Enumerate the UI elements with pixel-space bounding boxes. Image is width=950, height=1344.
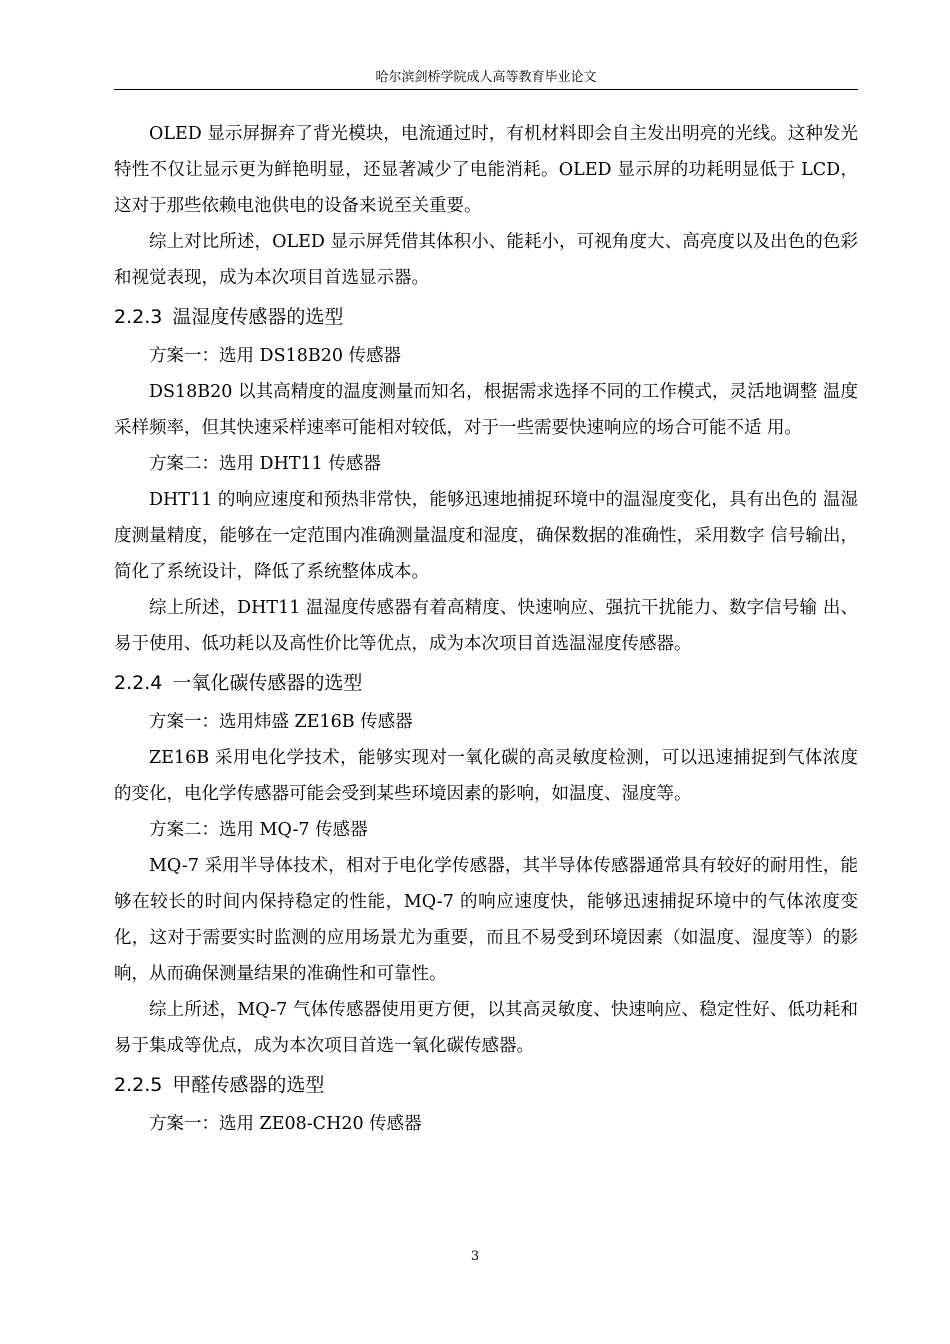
paragraph-ds18b20-desc: DS18B20 以其高精度的温度测量而知名，根据需求选择不同的工作模式，灵活地调整 温度采样频率，但其快速采样速率可能相对较低，对于一些需要快速响应的场合可能不适 用。 xyxy=(114,382,858,438)
section-title: 温湿度传感器的选型 xyxy=(172,306,344,328)
section-heading-2-2-5 xyxy=(114,1064,858,1106)
paragraph-dht11-summary: 综上所述，DHT11 温湿度传感器有着高精度、快速响应、强抗干扰能力、数字信号输 出、易于使用、低功耗以及高性价比等优点，成为本次项目首选温湿度传感器。 xyxy=(114,598,858,654)
paragraph-option-mq7: 方案二：选用 MQ-7 传感器 xyxy=(149,820,368,840)
section-heading-2-2-4 xyxy=(114,662,858,704)
paragraph-option-ds18b20: 方案一：选用 DS18B20 传感器 xyxy=(149,346,402,366)
paragraph-mq7-summary: 综上所述，MQ-7 气体传感器使用更方便，以其高灵敏度、快速响应、稳定性好、低功耗和易于集成等优点，成为本次项目首选一氧化碳传感器。 xyxy=(114,1000,858,1056)
section-heading-2-2-3 xyxy=(114,296,858,338)
paragraph-option-ze08: 方案一：选用 ZE08-CH20 传感器 xyxy=(149,1114,422,1134)
section-title: 甲醛传感器的选型 xyxy=(172,1074,325,1096)
paragraph-option-dht11: 方案二：选用 DHT11 传感器 xyxy=(149,454,381,474)
paragraph-option-ze16b: 方案一：选用炜盛 ZE16B 传感器 xyxy=(149,712,413,732)
paragraph-dht11-desc: DHT11 的响应速度和预热非常快，能够迅速地捕捉环境中的温湿度变化，具有出色的 温湿度测量精度，能够在一定范围内准确测量温度和湿度，确保数据的准确性，采用数字 信号输出，简化了系统设计，降低了系统整体成本。 xyxy=(114,490,858,582)
paragraph-mq7-desc: MQ-7 采用半导体技术，相对于电化学传感器，其半导体传感器通常具有较好的耐用性，能够在较长的时间内保持稳定的性能，MQ-7 的响应速度快，能够迅速捕捉环境中的气体浓度变化，这对于需要实时监测的应用场景尤为重要，而且不易受到环境因素（如温度、湿度等）的影响，从而确保测量结果的准确性和可靠性。 xyxy=(114,856,858,984)
paragraph-ze16b-desc: ZE16B 采用电化学技术，能够实现对一氧化碳的高灵敏度检测，可以迅速捕捉到气体浓度的变化，电化学传感器可能会受到某些环境因素的影响，如温度、湿度等。 xyxy=(114,748,858,804)
header-rule xyxy=(114,89,858,90)
page-number: 3 xyxy=(470,1249,480,1264)
page-body xyxy=(114,116,858,1142)
section-number: 2.2.5 xyxy=(114,1074,163,1096)
section-title: 一氧化碳传感器的选型 xyxy=(172,672,363,694)
paragraph-oled-power: OLED 显示屏摒弃了背光模块，电流通过时，有机材料即会自主发出明亮的光线。这种发光特性不仅让显示更为鲜艳明显，还显著减少了电能消耗。OLED 显示屏的功耗明显低于 LCD，这对于那些依赖电池供电的设备来说至关重要。 xyxy=(114,124,858,216)
paragraph-oled-summary: 综上对比所述，OLED 显示屏凭借其体积小、能耗小，可视角度大、高亮度以及出色的色彩和视觉表现，成为本次项目首选显示器。 xyxy=(114,232,858,288)
page-header: 哈尔滨剑桥学院成人高等教育毕业论文 xyxy=(375,70,597,85)
section-number: 2.2.3 xyxy=(114,306,163,328)
section-number: 2.2.4 xyxy=(114,672,163,694)
